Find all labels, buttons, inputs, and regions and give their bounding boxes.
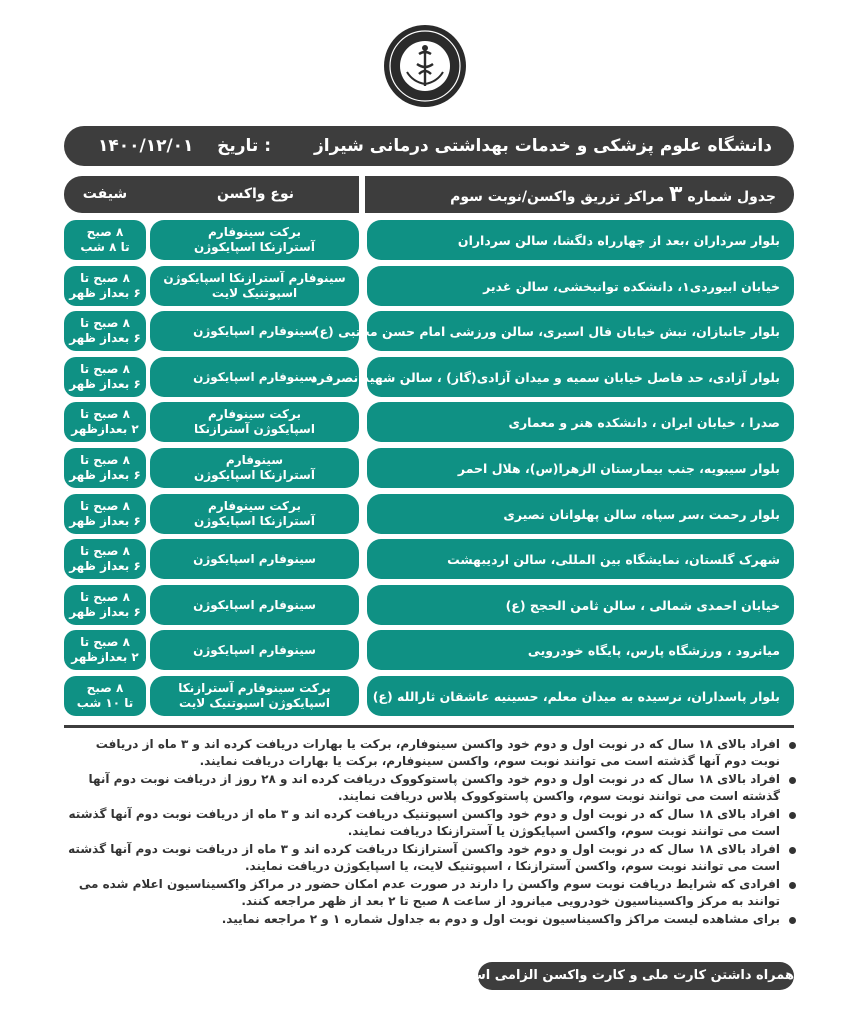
shift-cell-text: ۸ صبح تا	[80, 362, 130, 376]
shift-cell-text: ۸ صبح تا	[80, 544, 130, 558]
vaccine-type-cell	[150, 448, 359, 488]
location-cell-text: خیابان ابیوردی۱، دانشکده توانبخشی، سالن غدیر	[483, 278, 780, 294]
vaccine-type-cell	[150, 539, 359, 579]
location-cell-text: بلوار رحمت ،سر سپاه، سالن پهلوانان نصیری	[503, 506, 780, 522]
table-row	[0, 585, 858, 625]
vaccine-type-cell-text: سینوفارم اسپایکوژن	[193, 642, 316, 657]
table-title-bar	[365, 176, 794, 213]
note-item: افراد بالای ۱۸ سال که در نوبت اول و دوم خود واکسن پاستوکووک دریافت کرده اند و ۲۸ روز از دریافت نوبت دوم آنها گذشته است می توانند نوبت سوم، واکسن پاستوکووک پلاس دریافت نمایند.	[66, 771, 796, 805]
shift-cell	[64, 220, 146, 260]
table-row	[0, 311, 858, 351]
vaccine-type-cell-text: برکت سینوفارم	[207, 407, 302, 421]
table-row	[0, 220, 858, 260]
shift-cell	[64, 266, 146, 306]
vaccine-type-cell-text: آسترازنکا اسپایکوژن	[194, 468, 315, 482]
shift-cell-text: ۸ صبح	[86, 681, 124, 695]
location-cell	[313, 311, 794, 351]
column-headers	[64, 176, 359, 213]
shift-cell-text: ۲ بعدازظهر	[71, 650, 139, 664]
date-label: تاریخ :	[217, 136, 272, 156]
table-title-number: ۳	[669, 182, 683, 207]
shift-cell-text: تا ۸ شب	[80, 240, 130, 254]
shift-cell-text: ۸ صبح تا	[80, 271, 130, 285]
column-header-vaccine-type: نوع واکسن	[217, 186, 294, 202]
shift-cell-text: ۶ بعداز ظهر	[69, 605, 141, 619]
shift-cell-text: تا ۱۰ شب	[76, 696, 134, 710]
note-item: برای مشاهده لیست مراکز واکسیناسیون نوبت اول و دوم به جداول شماره ۱ و ۲ مراجعه نمایید.	[66, 911, 796, 928]
vaccine-type-cell	[150, 630, 359, 670]
location-cell-text: میانرود ، ورزشگاه پارس، پایگاه خودرویی	[527, 642, 780, 658]
shift-cell	[64, 494, 146, 534]
location-cell	[367, 402, 794, 442]
table-row	[0, 448, 858, 488]
column-header-shift: شیفت	[82, 186, 128, 202]
location-cell	[367, 630, 794, 670]
vaccine-type-cell	[150, 676, 359, 716]
location-cell	[311, 357, 794, 397]
footer-notice: همراه داشتن کارت ملی و کارت واکسن الزامی است.	[478, 962, 794, 990]
shift-cell	[64, 676, 146, 716]
location-cell	[367, 676, 794, 716]
date-value: ۱۴۰۰/۱۲/۰۱	[98, 136, 194, 156]
vaccine-type-cell-text: سینوفارم	[225, 453, 284, 467]
page-title: دانشگاه علوم پزشکی و خدمات بهداشتی درمانی شیراز	[314, 136, 772, 156]
note-item: افراد بالای ۱۸ سال که در نوبت اول و دوم خود واکسن آسترازنکا دریافت کرده اند و ۳ ماه از دریافت نوبت دوم آنها گذشته است می توانند نوبت سوم، واکسن آسترازنکا ، اسپوتنیک لایت، یا اسپایکوژن دریافت نمایند.	[66, 841, 796, 875]
vaccine-type-cell-text: سینوفارم آسترازنکا اسپایکوژن	[163, 271, 346, 285]
shift-cell-text: ۶ بعداز ظهر	[69, 514, 141, 528]
vaccine-type-cell-text: برکت سینوفارم آسترازنکا	[178, 681, 331, 695]
location-cell-text: شهرک گلستان، نمایشگاه بین المللی، سالن اردیبهشت	[447, 551, 780, 567]
shift-cell-text: ۶ بعداز ظهر	[69, 377, 141, 391]
header-bar	[64, 126, 794, 166]
table-row	[0, 539, 858, 579]
vaccine-type-cell-text: آسترازنکا اسپایکوژن	[194, 514, 315, 528]
table-row	[0, 357, 858, 397]
vaccine-type-cell-text: سینوفارم اسپایکوژن	[193, 551, 316, 566]
table-row	[0, 494, 858, 534]
vaccine-type-cell-text: برکت سینوفارم	[207, 499, 302, 513]
location-cell-text: بلوار آزادی، حد فاصل خیابان سمیه و میدان آزادی(گاز) ، سالن شهید نصرفرد	[311, 369, 780, 385]
vaccine-type-cell-text: سینوفارم اسپایکوژن	[193, 369, 316, 384]
shift-cell-text: ۶ بعداز ظهر	[69, 331, 141, 345]
table-row	[0, 630, 858, 670]
vaccine-type-cell	[150, 494, 359, 534]
shift-cell-text: ۶ بعداز ظهر	[69, 559, 141, 573]
shift-cell	[64, 402, 146, 442]
note-item: افراد بالای ۱۸ سال که در نوبت اول و دوم خود واکسن اسپوتنیک دریافت کرده اند و ۳ ماه از دریافت نوبت دوم آنها گذشته است می توانند نوبت سوم، واکسن اسپایکوژن یا آسترازنکا دریافت نمایند.	[66, 806, 796, 840]
shift-cell-text: ۶ بعداز ظهر	[69, 286, 141, 300]
location-cell-text: صدرا ، خیابان ایران ، دانشکده هنر و معماری	[508, 414, 780, 430]
shift-cell	[64, 539, 146, 579]
shift-cell	[64, 311, 146, 351]
shift-cell-text: ۸ صبح تا	[80, 590, 130, 604]
shift-cell-text: ۸ صبح تا	[80, 453, 130, 467]
shift-cell-text: ۸ صبح تا	[80, 407, 130, 421]
shift-cell	[64, 448, 146, 488]
vaccine-type-cell-text: سینوفارم اسپایکوژن	[193, 597, 316, 612]
shift-cell	[64, 630, 146, 670]
location-cell	[367, 448, 794, 488]
university-logo	[383, 24, 467, 108]
location-cell-text: بلوار سیبویه، جنب بیمارستان الزهرا(س)، هلال احمر	[457, 460, 780, 476]
vaccine-type-cell-text: سینوفارم اسپایکوژن	[193, 323, 316, 338]
shift-cell-text: ۶ بعداز ظهر	[69, 468, 141, 482]
vaccine-type-cell-text: اسپایکوژن آسترازنکا	[194, 422, 315, 436]
table-title-prefix: جدول شماره	[687, 189, 776, 205]
location-cell-text: بلوار سرداران ،بعد از چهارراه دلگشا، سالن سرداران	[457, 232, 780, 248]
date-block	[98, 126, 271, 166]
shift-cell	[64, 357, 146, 397]
shift-cell-text: ۸ صبح تا	[80, 316, 130, 330]
notes-list	[66, 736, 796, 929]
table-row	[0, 676, 858, 716]
shift-cell-text: ۸ صبح	[86, 225, 124, 239]
vaccine-type-cell	[150, 402, 359, 442]
divider	[64, 725, 794, 728]
vaccine-type-cell-text: برکت سینوفارم	[207, 225, 302, 239]
vaccine-type-cell-text: اسپایکوژن اسپوتنیک لایت	[179, 696, 330, 710]
table-title	[450, 176, 776, 216]
location-cell	[367, 539, 794, 579]
vaccine-type-cell-text: آسترازنکا اسپایکوژن	[194, 240, 315, 254]
note-item: افرادی که شرایط دریافت نوبت سوم واکسن را دارند در صورت عدم امکان حضور در مراکز واکسیناسیون اعلام شده می توانند به مرکز واکسیناسیون خودرویی میانرود از ساعت ۸ صبح تا ۲ بعد از ظهر مراجعه کنند.	[66, 876, 796, 910]
location-cell-text: بلوار جانبازان، نبش خیابان فال اسیری، سالن ورزشی امام حسن مجتبی (ع)	[313, 323, 780, 339]
vaccine-type-cell	[150, 585, 359, 625]
location-cell	[367, 585, 794, 625]
shift-cell-text: ۸ صبح تا	[80, 635, 130, 649]
location-cell	[367, 266, 794, 306]
note-item: افراد بالای ۱۸ سال که در نوبت اول و دوم خود واکسن سینوفارم، برکت یا بهارات دریافت کرده اند و ۳ ماه از دریافت نوبت دوم آنها گذشته است می توانند نوبت سوم، واکسن سینوفارم، برکت یا بهارات دریافت نمایند.	[66, 736, 796, 770]
location-cell-text: بلوار پاسداران، نرسیده به میدان معلم، حسینیه عاشقان ثارالله (ع)	[372, 688, 780, 704]
shift-cell-text: ۸ صبح تا	[80, 499, 130, 513]
table-title-suffix: مراکز تزریق واکسن/نوبت سوم	[450, 189, 665, 205]
vaccine-type-cell-text: اسپوتنیک لایت	[211, 286, 298, 300]
location-cell-text: خیابان احمدی شمالی ، سالن ثامن الحجج (ع)	[505, 597, 780, 613]
shift-cell	[64, 585, 146, 625]
location-cell	[367, 220, 794, 260]
table-row	[0, 402, 858, 442]
vaccine-type-cell	[150, 266, 359, 306]
location-cell	[367, 494, 794, 534]
table-row	[0, 266, 858, 306]
vaccine-type-cell	[150, 220, 359, 260]
shift-cell-text: ۲ بعدازظهر	[71, 422, 139, 436]
